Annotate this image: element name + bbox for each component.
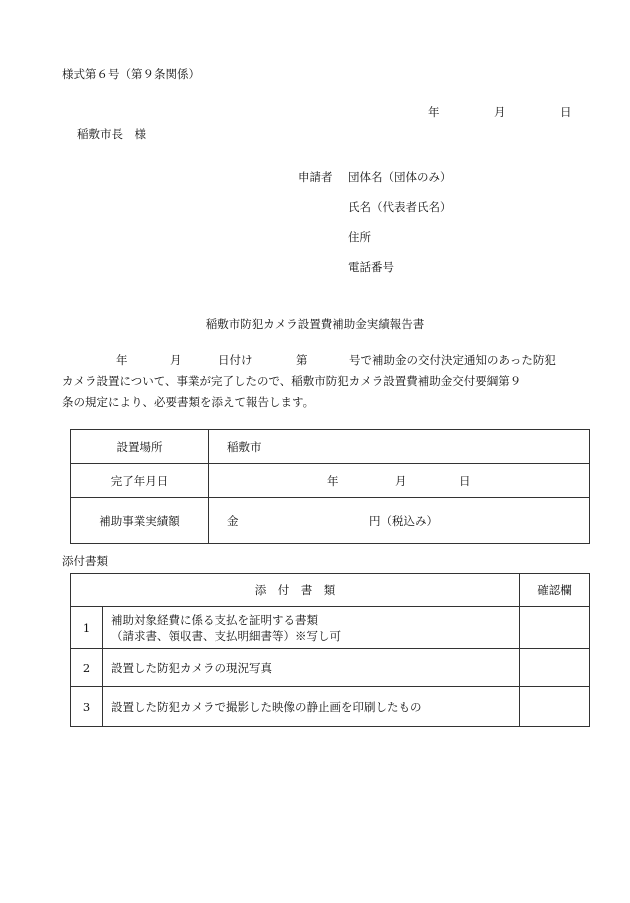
amount-suffix: 円（税込み） (369, 513, 438, 528)
date-year-label: 年 (428, 105, 440, 119)
applicant-phone: 電話番号 (348, 260, 394, 274)
applicant-name: 氏名（代表者氏名） (348, 200, 452, 214)
report-table (70, 429, 590, 544)
confirmation-column-title: 確認欄 (520, 574, 590, 607)
date-month-label: 月 (494, 105, 506, 119)
confirmation-cell[interactable] (520, 607, 590, 649)
table-row (71, 607, 590, 649)
completion-year: 年 (327, 473, 339, 488)
table-row (71, 649, 590, 687)
completion-date-value (209, 464, 590, 498)
table-row (71, 498, 590, 544)
table-row (71, 687, 590, 727)
attachments-column-title: 添 付 書 類 (71, 574, 520, 607)
intro-year: 年 (116, 353, 128, 367)
attachment-number: 2 (71, 649, 103, 687)
document-title: 稲敷市防犯カメラ設置費補助金実績報告書 (205, 317, 425, 331)
completion-month: 月 (395, 473, 407, 488)
intro-dated: 日付け (218, 353, 253, 367)
table-header-row (71, 574, 590, 607)
intro-line-3: 条の規定により、必要書類を添えて報告します。 (62, 395, 315, 409)
table-row (71, 464, 590, 498)
installation-location-value: 稲敷市 (209, 430, 590, 464)
confirmation-cell[interactable] (520, 649, 590, 687)
attachments-table (70, 573, 590, 727)
attachment-number: 1 (71, 607, 103, 649)
confirmation-cell[interactable] (520, 687, 590, 727)
installation-location-label: 設置場所 (71, 430, 209, 464)
amount-prefix: 金 (227, 513, 239, 528)
attachment-description: 設置した防犯カメラで撮影した映像の静止画を印刷したもの (103, 687, 520, 727)
attachment-line: （請求書、領収書、支払明細書等）※写し可 (111, 628, 341, 643)
intro-number-prefix: 第 (296, 353, 308, 367)
intro-paragraph (62, 350, 597, 413)
attachment-description: 設置した防犯カメラの現況写真 (103, 649, 520, 687)
addressee: 稲敷市長 様 (77, 127, 146, 141)
attachment-description (103, 607, 520, 649)
intro-line-2: カメラ設置について、事業が完了したので、稲敷市防犯カメラ設置費補助金交付要綱第９ (62, 374, 522, 388)
applicant-group-name: 団体名（団体のみ） (348, 170, 452, 184)
attachments-heading: 添付書類 (62, 554, 108, 568)
completion-date-label: 完了年月日 (71, 464, 209, 498)
intro-rest: 号で補助金の交付決定通知のあった防犯 (349, 353, 556, 367)
attachment-line: 補助対象経費に係る支払を証明する書類 (111, 612, 318, 627)
date-day-label: 日 (560, 105, 572, 119)
form-number: 様式第６号（第９条関係） (62, 67, 200, 81)
actual-amount-value (209, 498, 590, 544)
applicant-address: 住所 (348, 230, 371, 244)
actual-amount-label: 補助事業実績額 (71, 498, 209, 544)
applicant-label: 申請者 (298, 170, 333, 184)
attachment-number: 3 (71, 687, 103, 727)
table-row (71, 430, 590, 464)
intro-month: 月 (170, 353, 182, 367)
completion-day: 日 (459, 473, 471, 488)
